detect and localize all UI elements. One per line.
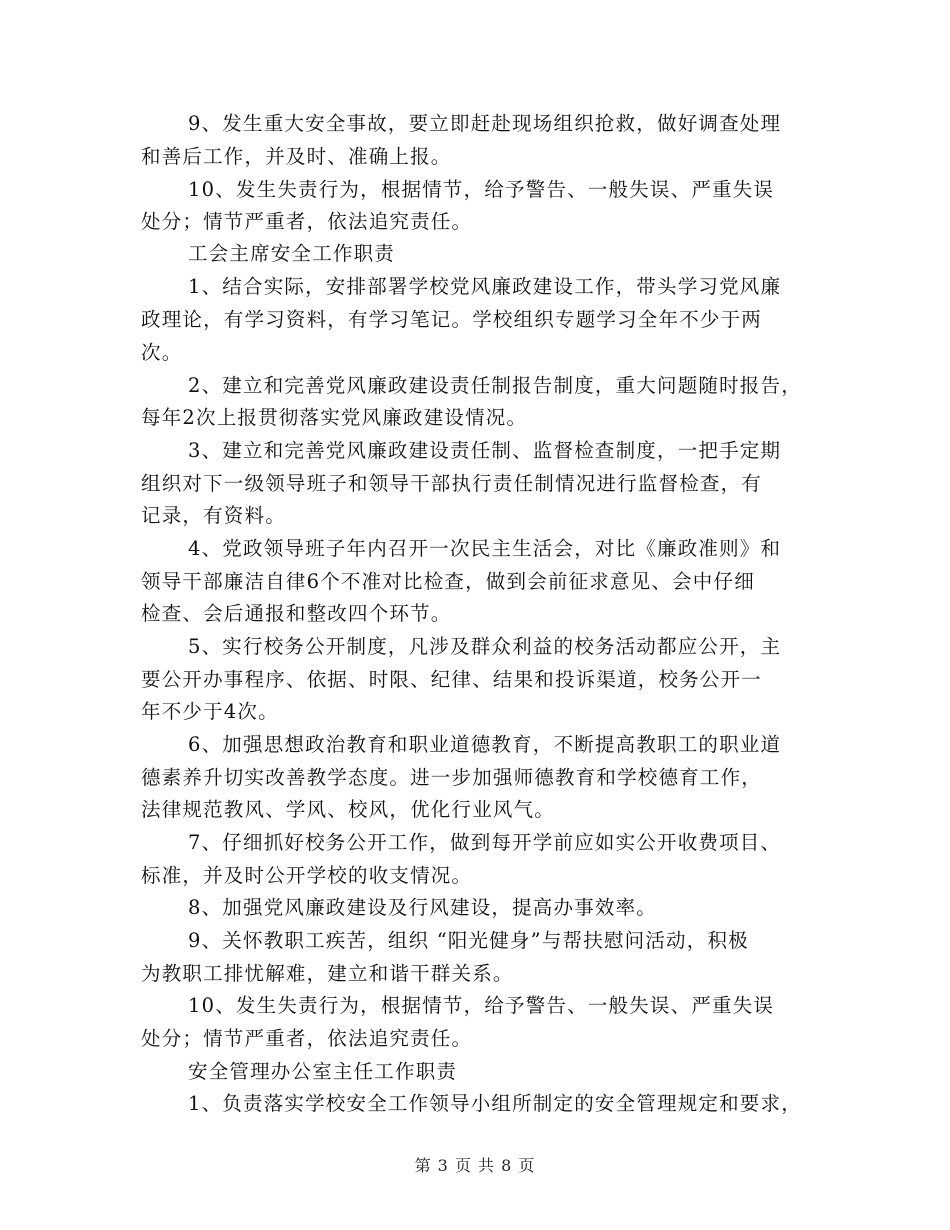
paragraph-line: 为教职工排忧解难，建立和谐干群关系。 [141,962,514,985]
paragraph-line: 10、发生失责行为，根据情节，给予警告、一般失误、严重失误 [188,994,775,1017]
paragraph-line: 法律规范教风、学风、校风，优化行业风气。 [141,798,556,821]
paragraph-line: 处分；情节严重者，依法追究责任。 [141,210,473,233]
paragraph-line: 1、结合实际，安排部署学校党风廉政建设工作，带头学习党风廉 [188,275,782,298]
paragraph-line: 记录，有资料。 [141,504,286,527]
paragraph-line: 年不少于4次。 [141,700,279,723]
page-number-footer: 第 3 页 共 8 页 [414,1156,536,1175]
paragraph-line: 要公开办事程序、依据、时限、纪律、结果和投诉渠道，校务公开一 [141,668,763,691]
paragraph-line: 和善后工作，并及时、准确上报。 [141,145,452,168]
paragraph-line: 10、发生失责行为，根据情节，给予警告、一般失误、严重失误 [188,178,775,201]
paragraph-line: 7、仔细抓好校务公开工作，做到每开学前应如实公开收费项目、 [188,831,782,854]
paragraph-line: 领导干部廉洁自律6个不准对比检查，做到会前征求意见、会中仔细 [141,570,755,593]
paragraph-line: 检查、会后通报和整改四个环节。 [141,602,452,625]
paragraph-line: 6、加强思想政治教育和职业道德教育，不断提高教职工的职业道 [188,733,782,756]
paragraph-line: 处分；情节严重者，依法追究责任。 [141,1027,473,1050]
paragraph-line: 3、建立和完善党风廉政建设责任制、监督检查制度，一把手定期 [188,439,782,462]
section-heading: 安全管理办公室主任工作职责 [188,1060,458,1083]
paragraph-line: 1、负责落实学校安全工作领导小组所制定的安全管理规定和要求， [188,1092,802,1115]
paragraph-line: 9、发生重大安全事故，要立即赶赴现场组织抢救，做好调查处理 [188,112,782,135]
paragraph-line: 标准，并及时公开学校的收支情况。 [141,864,473,887]
paragraph-line: 每年2次上报贯彻落实党风廉政建设情况。 [141,406,528,429]
paragraph-line: 政理论，有学习资料，有学习笔记。学校组织专题学习全年不少于两 [141,308,763,331]
paragraph-line: 2、建立和完善党风廉政建设责任制报告制度，重大问题随时报告， [188,374,802,397]
paragraph-line: 5、实行校务公开制度，凡涉及群众利益的校务活动都应公开，主 [188,635,782,658]
paragraph-line: 9、关怀教职工疾苦，组织 “阳光健身”与帮扶慰问活动，积极 [188,929,749,952]
paragraph-line: 次。 [141,341,183,364]
section-heading: 工会主席安全工作职责 [188,242,396,265]
paragraph-line: 德素养升切实改善教学态度。进一步加强师德教育和学校德育工作， [141,766,763,789]
paragraph-line: 8、加强党风廉政建设及行风建设，提高办事效率。 [188,896,658,919]
paragraph-line: 4、党政领导班子年内召开一次民主生活会，对比《廉政准则》和 [188,537,782,560]
paragraph-line: 组织对下一级领导班子和领导干部执行责任制情况进行监督检查，有 [141,472,763,495]
